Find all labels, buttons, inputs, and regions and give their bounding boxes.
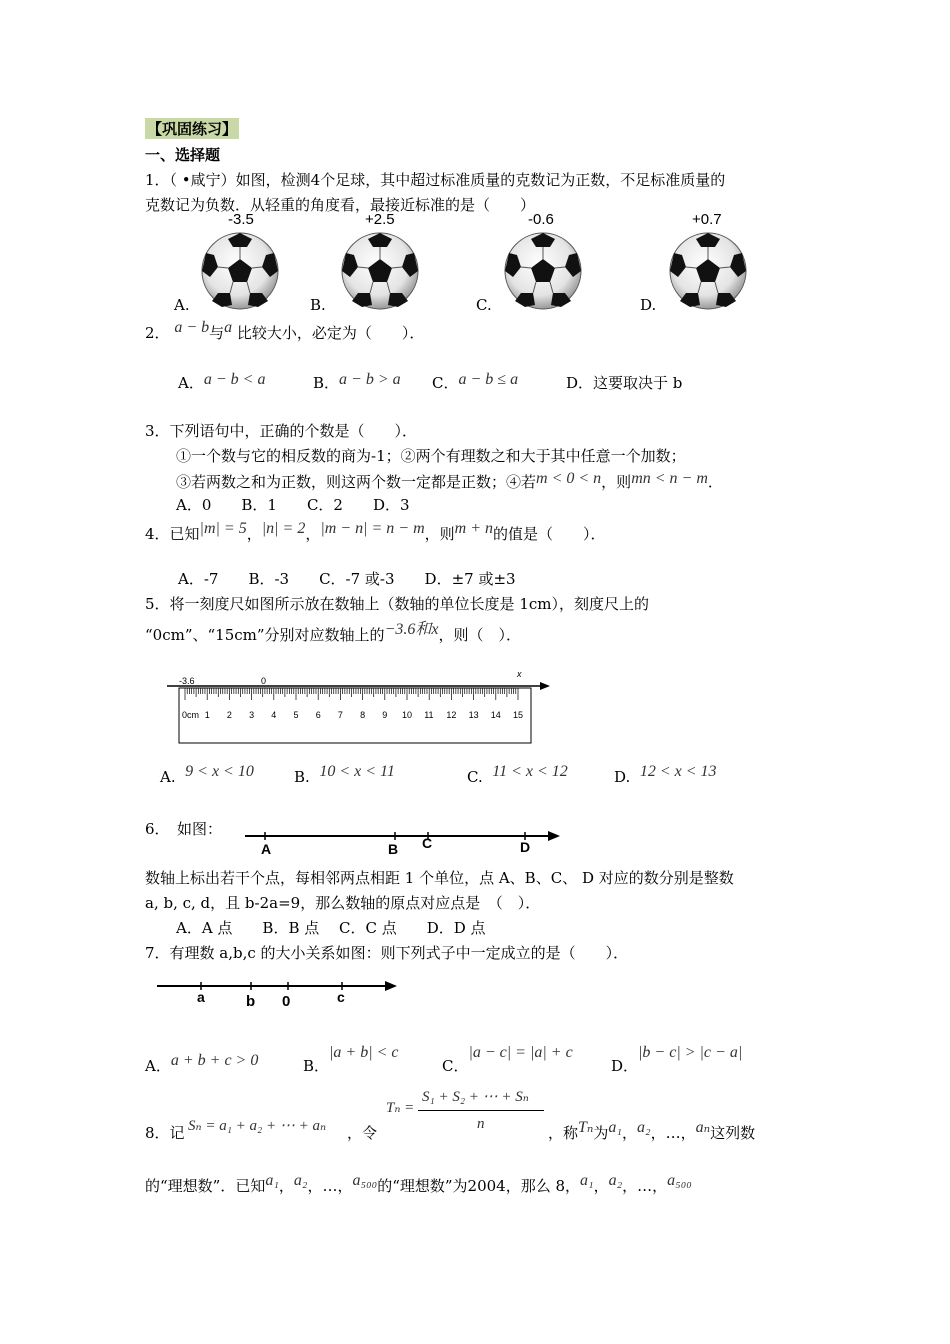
q5-option-a	[160, 763, 254, 787]
q8-math-a1: a₁	[608, 1119, 622, 1136]
q7-option-b-label: B．	[303, 1057, 330, 1075]
q1-option-c: C.	[476, 296, 492, 314]
q7-option-b	[303, 1044, 399, 1076]
q7-option-a-label: A．	[145, 1057, 171, 1075]
q2-option-d: D．这要取决于 b	[566, 374, 683, 392]
q2-expr2: a	[224, 319, 233, 336]
q3-line2-text-c: ．	[707, 473, 723, 491]
q7-point-zero: 0	[282, 993, 291, 1010]
q5-line2-text-a: “0cm”、“15cm”分别对应数轴上的	[145, 626, 385, 644]
q3-line2-text-b: ，则	[601, 473, 632, 491]
q8-math-an: aₙ	[695, 1119, 711, 1136]
q4-text-b: ，	[246, 525, 262, 543]
ruler-number-label: 2	[226, 710, 232, 720]
ball-value-d: +0.7	[692, 211, 722, 228]
q7-option-d-math: |b − c| > |c − a|	[638, 1044, 743, 1061]
q7-option-a	[145, 1052, 259, 1076]
q5-line2	[145, 622, 521, 645]
q4-text-d: ，则	[424, 525, 455, 543]
ruler-number-label: 6	[315, 710, 321, 720]
ruler-cm-label: 0cm	[182, 710, 200, 720]
q2-tail: 比较大小，必定为（ ）．	[236, 324, 425, 342]
q8-line2-math6: a₅₀₀	[667, 1172, 692, 1189]
ruler-number-label: 14	[490, 710, 501, 720]
q2-option-a	[178, 372, 265, 393]
q8-line1-tail	[548, 1119, 756, 1143]
q5-line1: 5．将一刻度尺如图所示放在数轴上（数轴的单位长度是 1cm），刻度尺上的	[145, 595, 649, 613]
ruler-axis-arrow-icon	[540, 682, 550, 690]
q8-line2	[145, 1172, 692, 1196]
q8-line2-text-c: ，…，	[307, 1177, 353, 1195]
q7-option-d	[611, 1044, 743, 1076]
ruler-number-label: 7	[337, 710, 343, 720]
soccer-ball-icon-c	[503, 231, 583, 311]
q8-line2-text-f: ，…，	[622, 1177, 668, 1195]
ball-value-c: -0.6	[528, 211, 554, 228]
q8-line2-text-b: ，	[278, 1177, 294, 1195]
q8-line2-math3: a₅₀₀	[352, 1172, 378, 1189]
ruler-number-label: 5	[293, 710, 299, 720]
q3-line2-text-a: ③若两数之和为正数，则这两个数一定都是正数；④若	[176, 473, 537, 491]
q2-line	[145, 319, 425, 343]
q6-point-c: C	[422, 835, 433, 851]
q6-number-line	[240, 826, 565, 856]
q3-stem: 3．下列语句中，正确的个数是（ ）．	[145, 422, 418, 440]
q8-line2-math4: a₁	[580, 1172, 594, 1189]
q4-math3: |m − n| = n − m	[320, 520, 425, 537]
q1-option-b: B.	[310, 296, 326, 314]
q4-math1: |m| = 5	[199, 520, 247, 537]
q6-axis-arrow-icon	[548, 831, 560, 841]
soccer-ball-icon-a	[200, 231, 280, 311]
q3-line1: ①一个数与它的相反数的商为-1；②两个有理数之和大于其中任意一个加数；	[176, 447, 686, 465]
ruler-number-label: 1	[204, 710, 210, 720]
q8-math-s: Sₙ = a₁ + a₂ + ⋯ + aₙ	[188, 1118, 327, 1134]
q2-with: 与	[209, 324, 225, 342]
q8-math-t: Tₙ	[578, 1119, 594, 1136]
q8-text-g: 这列数	[710, 1124, 756, 1142]
part-title: 一、选择题	[145, 146, 221, 164]
ruler-number-label: 4	[271, 710, 277, 720]
ruler-number-label: 9	[382, 710, 388, 720]
ruler-x-label: x	[517, 669, 522, 679]
q3-line2-math1: m < 0 < n	[536, 470, 602, 487]
q8-line2-math1: a₁	[265, 1172, 279, 1189]
q2-expr1: a − b	[174, 319, 210, 336]
q4-line	[145, 520, 606, 544]
q3-line2	[176, 471, 723, 492]
q7-number-line	[155, 976, 400, 1010]
q8-text-e: ，	[621, 1124, 637, 1142]
q8-frac-lhs: Tₙ =	[386, 1100, 415, 1116]
q5-option-b-label: B.	[294, 768, 310, 786]
q2-option-c	[432, 372, 518, 393]
q2-option-c-math: a − b ≤ a	[458, 371, 519, 388]
q7-axis-arrow-icon	[385, 981, 397, 991]
ruler-number-label: 11	[424, 710, 434, 720]
q2-option-a-label: A．	[178, 374, 204, 392]
q6-line2: a, b, c, d，且 b-2a=9，那么数轴的原点对应点是 （ ）．	[145, 894, 541, 912]
q2-option-b	[313, 372, 401, 393]
q4-text-c: ，	[305, 525, 321, 543]
q5-option-b-math: 10 < x < 11	[319, 763, 395, 780]
q8-text-d: 为	[593, 1124, 609, 1142]
ball-value-b: +2.5	[365, 211, 395, 228]
q4-options: A．-7 B．-3 C．-7 或-3 D．±7 或±3	[178, 570, 516, 588]
q1-stem-line1: 1．（ •咸宁）如图，检测4个足球，其中超过标准质量的克数记为正数，不足标准质量的	[145, 171, 726, 189]
ball-value-a: -3.5	[228, 211, 254, 228]
q1-stem-line2: 克数记为负数．从轻重的角度看，最接近标准的是（ ）	[145, 196, 536, 214]
q8-fraction-bar	[418, 1110, 544, 1111]
q5-option-c-math: 11 < x < 12	[492, 763, 568, 780]
q5-option-d	[614, 763, 717, 787]
ruler-number-label: 3	[249, 710, 255, 720]
q5-option-c	[467, 763, 568, 787]
q2-option-b-label: B．	[313, 374, 340, 392]
q1-option-d: D.	[640, 296, 657, 314]
q5-option-d-math: 12 < x < 13	[639, 763, 717, 780]
ruler-numbers	[205, 710, 523, 720]
q8-text-f: ，…，	[650, 1124, 696, 1142]
q4-text-e: 的值是（ ）．	[493, 525, 606, 543]
q8-line2-math5: a₂	[608, 1172, 623, 1189]
ruler-number-label: 8	[360, 710, 366, 720]
q7-point-b: b	[246, 993, 256, 1010]
q6-point-d: D	[520, 839, 531, 855]
q6-point-b: B	[388, 841, 399, 856]
q8-line2-text-d: 的“理想数”为2004，那么 8，	[377, 1177, 581, 1195]
q7-option-b-math: |a + b| < c	[329, 1044, 399, 1061]
ruler-zero-label: 0	[261, 676, 267, 686]
q5-option-a-math: 9 < x < 10	[185, 763, 254, 780]
q4-math4: m + n	[454, 520, 493, 537]
q5-option-c-label: C.	[467, 768, 483, 786]
q8-line2-text-a: 的“理想数”．已知	[145, 1177, 266, 1195]
ruler-number-label: 12	[446, 710, 457, 720]
q6-point-a: A	[261, 841, 272, 856]
ruler-number-label: 13	[468, 710, 479, 720]
q8-text-c: ，称	[548, 1124, 579, 1142]
q5-option-a-label: A.	[160, 768, 176, 786]
q8-line2-text-e: ，	[593, 1177, 609, 1195]
q7-point-c: c	[337, 989, 345, 1005]
q8-text-a: 8．记	[145, 1124, 185, 1142]
q8-line2-math2: a₂	[293, 1172, 308, 1189]
q7-option-c-label: C．	[442, 1057, 469, 1075]
q5-line2-text-b: ，则（ ）．	[438, 626, 521, 644]
ruler-ticks	[185, 688, 518, 700]
ruler-number-label: 10	[402, 710, 413, 720]
q4-math2: |n| = 2	[261, 520, 306, 537]
q2-number: 2．	[145, 324, 170, 342]
q6-line1: 数轴上标出若干个点，每相邻两点相距 1 个单位，点 A、B、C、 D 对应的数分别是整数	[145, 869, 734, 887]
q5-option-d-label: D.	[614, 768, 631, 786]
ruler-left-label: -3.6	[179, 676, 195, 686]
q8-text-b: ，令	[347, 1124, 378, 1142]
q7-option-a-math: a + b + c > 0	[170, 1052, 259, 1069]
q8-frac-numerator: S₁ + S₂ + ⋯ + Sₙ	[422, 1089, 529, 1105]
q2-option-a-math: a − b < a	[203, 371, 266, 388]
q7-option-d-label: D．	[611, 1057, 639, 1075]
q7-option-c-math: |a − c| = |a| + c	[468, 1044, 573, 1061]
soccer-ball-icon-d	[668, 231, 748, 311]
q7-option-c	[442, 1044, 573, 1076]
soccer-ball-icon-b	[340, 231, 420, 311]
q8-frac-denominator: n	[477, 1116, 485, 1132]
q5-line2-math: −3.6和x	[384, 621, 439, 638]
q8-math-a2: a₂	[637, 1119, 651, 1136]
q3-line2-math2: mn < n − m	[631, 470, 708, 487]
ruler-number-label: 15	[513, 710, 524, 720]
q7-stem: 7．有理数 a,b,c 的大小关系如图：则下列式子中一定成立的是（ ）．	[145, 944, 629, 962]
q5-option-b	[294, 763, 395, 787]
q3-options: A．0 B．1 C．2 D．3	[176, 496, 410, 514]
section-title: 【巩固练习】	[147, 120, 238, 138]
q7-point-a: a	[197, 989, 205, 1005]
q6-lead: 6． 如图：	[145, 820, 223, 838]
q2-option-c-label: C．	[432, 374, 459, 392]
q6-options: A．A 点 B．B 点 C．C 点 D．D 点	[176, 919, 486, 937]
q4-text-a: 4．已知	[145, 525, 200, 543]
ruler-figure	[165, 668, 555, 748]
q2-option-b-math: a − b > a	[339, 371, 401, 388]
q1-option-a: A.	[174, 296, 190, 314]
